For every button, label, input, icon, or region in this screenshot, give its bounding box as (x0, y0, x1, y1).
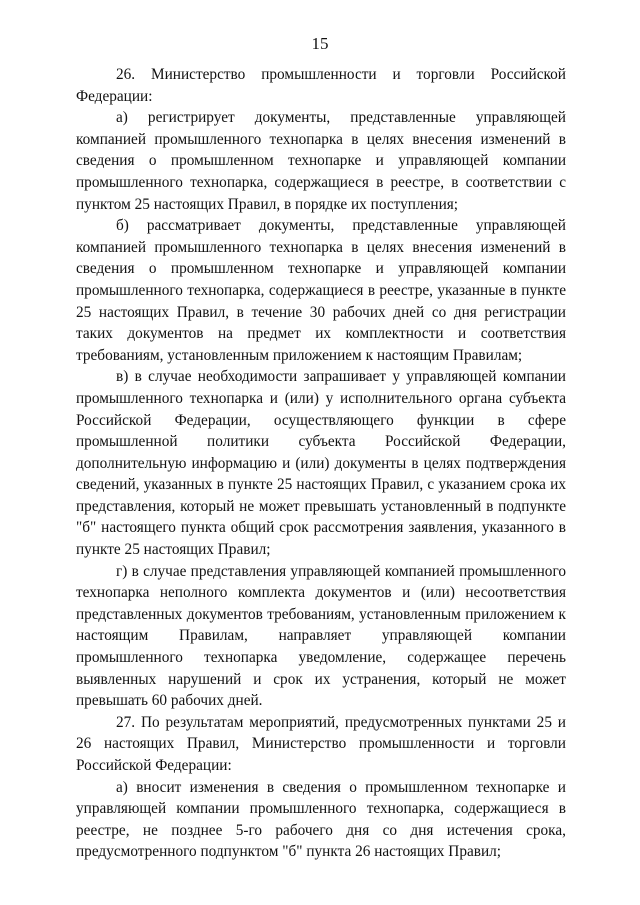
paragraph-26-g: г) в случае представления управляющей компанией промышленного технопарка неполного комплекта документов и (или) несоответствия представленных документов требованиям, установленным приложением к настоящим Правилам, направляет управляющей компании промышленного технопарка уведомление, содержащее перечень выявленных нарушений и срок их устранения, который не может превышать 60 рабочих дней. (76, 562, 566, 710)
page-number: 15 (311, 34, 329, 53)
paragraph-26-a: а) регистрирует документы, представленные управляющей компанией промышленного технопарка в целях внесения изменений в сведения о промышленном технопарке и управляющей компании промышленного технопарка, содержащиеся в реестре, в соответствии с пунктом 25 настоящих Правил, в порядке их поступления; (76, 109, 566, 213)
paragraph-26-v: в) в случае необходимости запрашивает у управляющей компании промышленного технопарка и (или) у исполнительного органа субъекта Российской Федерации, осуществляющего функции в сфере промышленной политики субъекта Российской Федерации, дополнительную информацию и (или) документы в целях подтверждения сведений, указанных в пункте 25 настоящих Правил, с указанием срока их представления, который не может превышать установленный в подпункте "б" настоящего пункта общий срок рассмотрения заявления, указанного в пункте 25 настоящих Правил; (76, 368, 566, 559)
paragraph-26-intro: 26. Министерство промышленности и торговли Российской Федерации: (76, 66, 566, 105)
paragraph-27-a: а) вносит изменения в сведения о промышленном технопарке и управляющей компании промышленного технопарка, содержащиеся в реестре, не позднее 5-го рабочего дня со дня истечения срока, предусмотренного подпунктом "б" пункта 26 настоящих Правил; (76, 778, 566, 861)
document-body (76, 64, 566, 863)
paragraph-26-b: б) рассматривает документы, представленные управляющей компанией промышленного технопарка в целях внесения изменений в сведения о промышленном технопарке и управляющей компании промышленного технопарка, содержащиеся в реестре, указанные в пункте 25 настоящих Правил, в течение 30 рабочих дней со дня регистрации таких документов на предмет их комплектности и соответствия требованиям, установленным приложением к настоящим Правилам; (76, 217, 566, 364)
paragraph-27-intro: 27. По результатам мероприятий, предусмотренных пунктами 25 и 26 настоящих Правил, Министерство промышленности и торговли Российской Федерации: (76, 713, 566, 774)
